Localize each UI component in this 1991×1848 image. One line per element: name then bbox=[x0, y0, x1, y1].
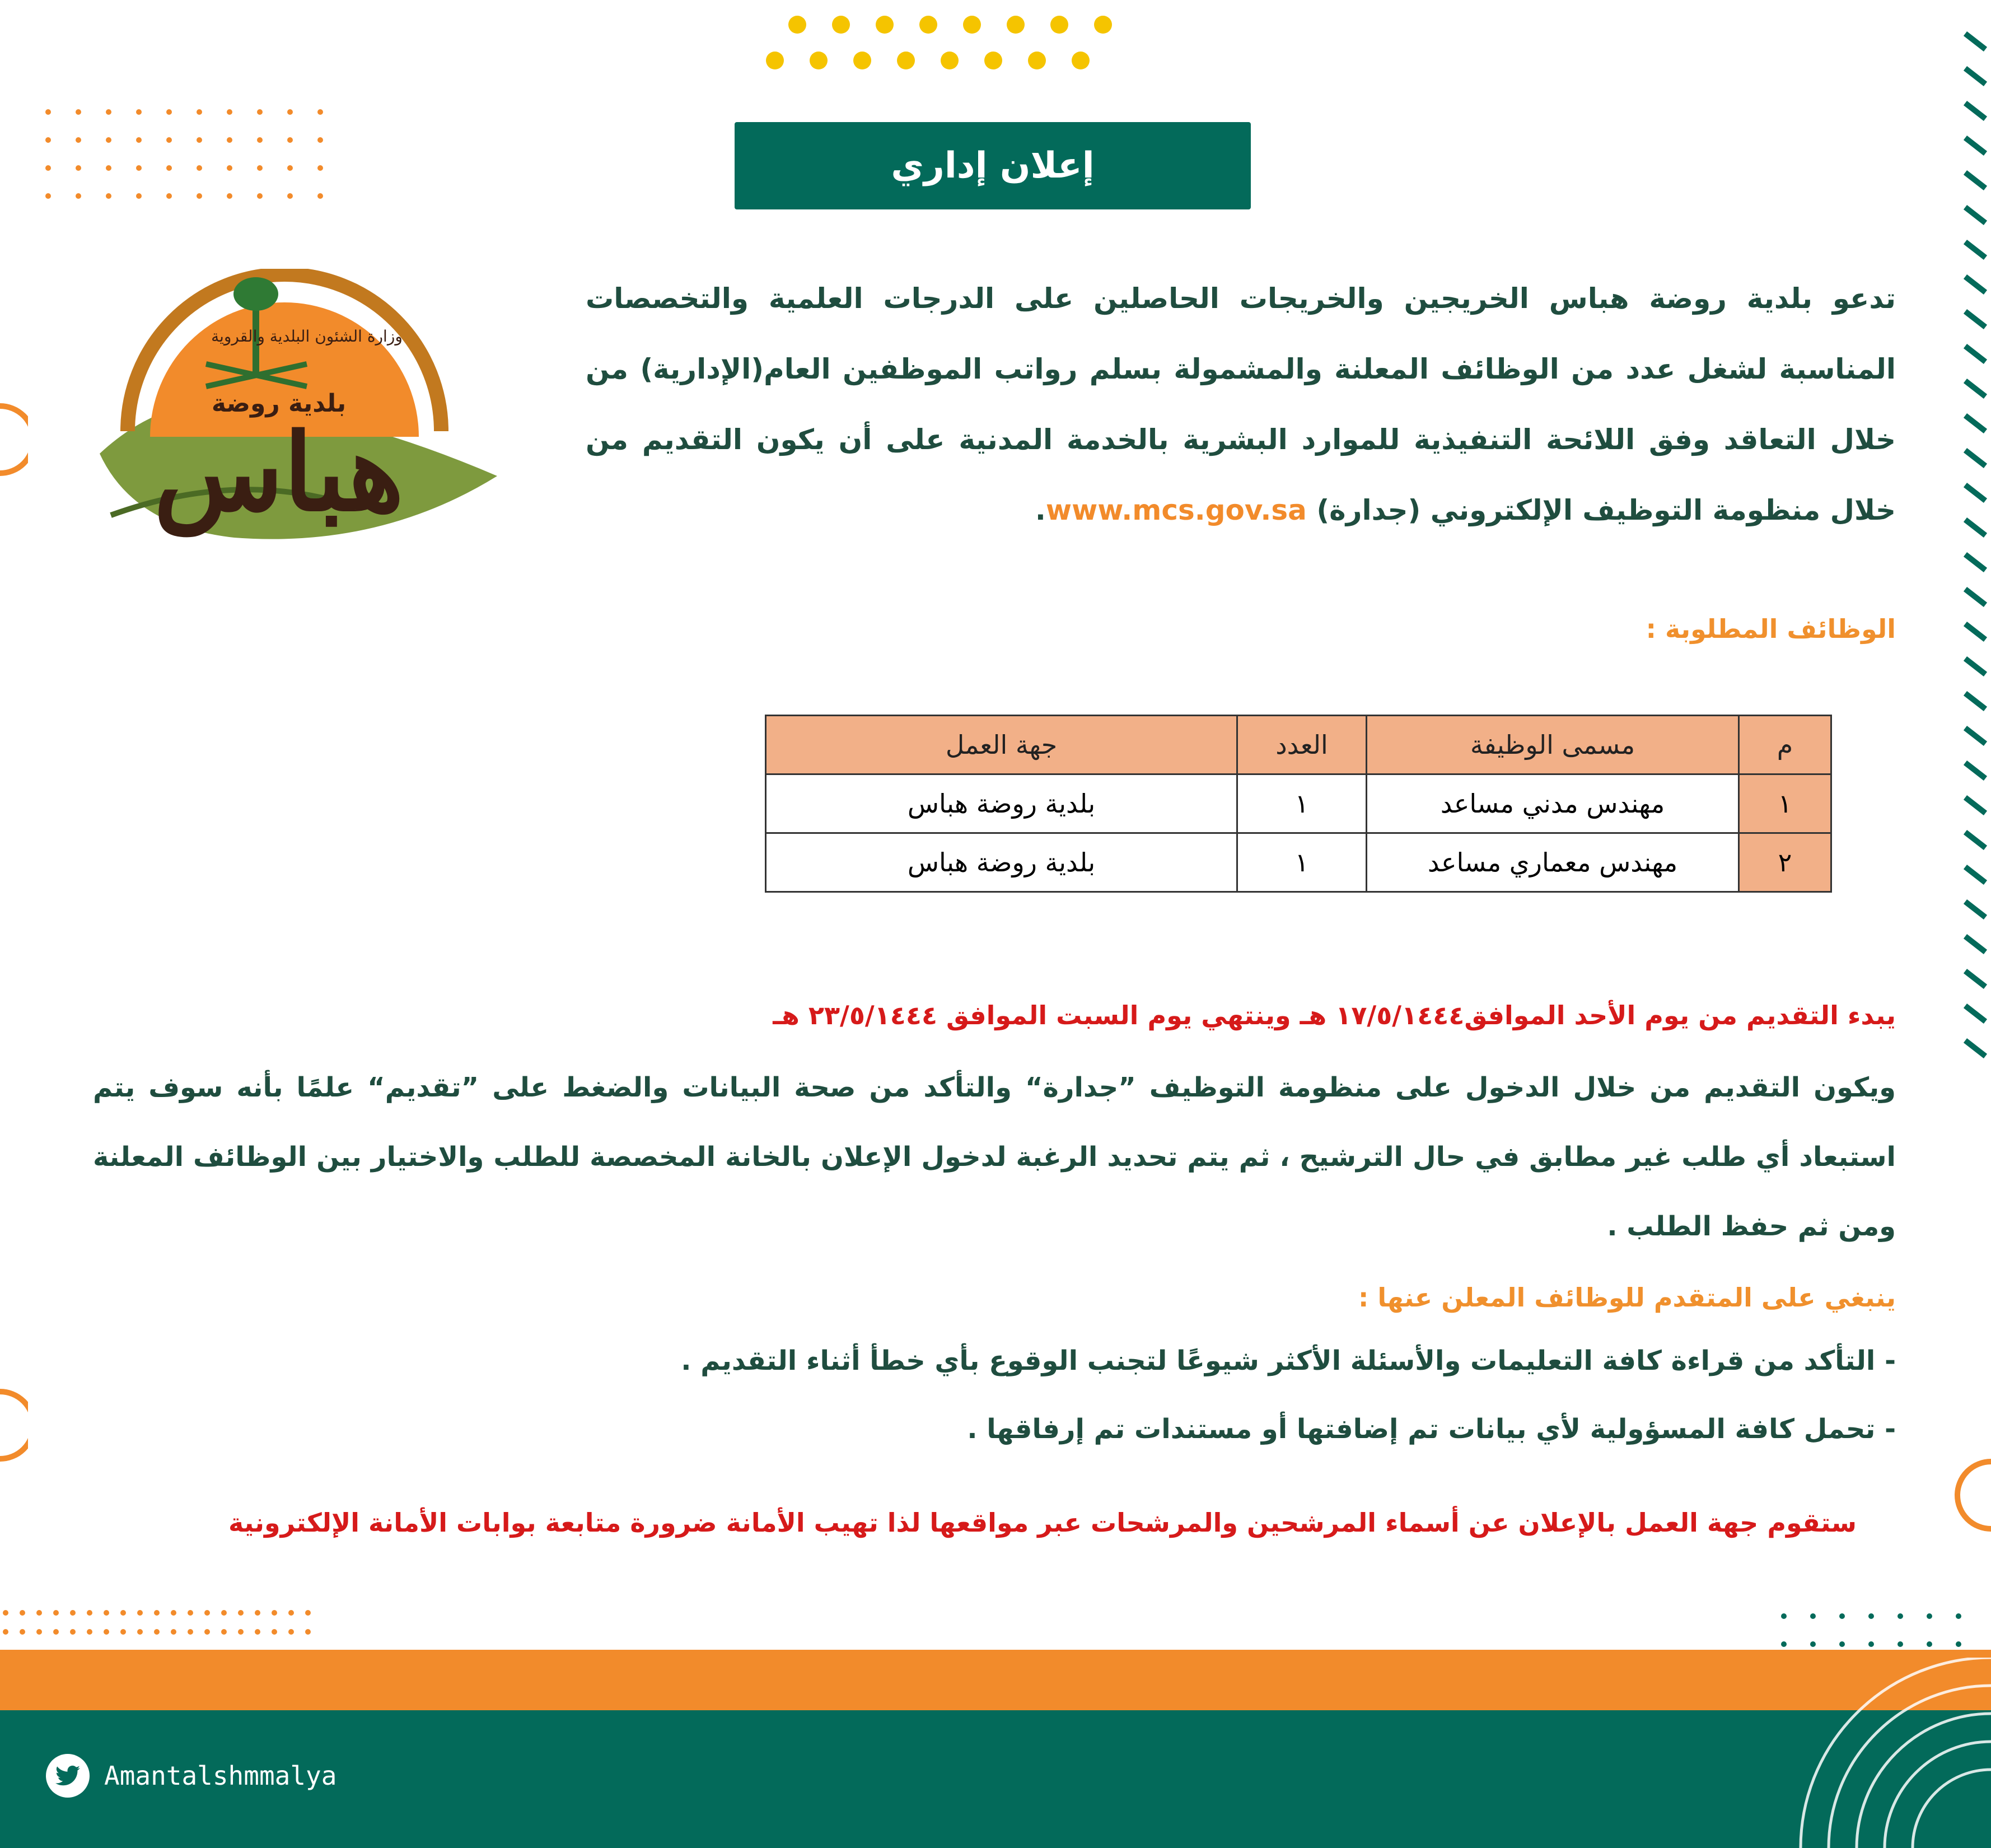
edge-slash bbox=[1965, 172, 1985, 188]
decor-dot bbox=[810, 52, 828, 69]
decor-dot bbox=[197, 109, 202, 115]
decor-dot bbox=[272, 1629, 277, 1635]
decor-dot bbox=[272, 1610, 277, 1616]
decor-dot bbox=[832, 16, 850, 34]
orange-ring-right bbox=[1952, 1453, 1991, 1537]
edge-slash bbox=[1965, 1006, 1985, 1021]
header-workplace: جهة العمل bbox=[766, 716, 1237, 774]
edge-slash bbox=[1965, 485, 1985, 501]
decor-dot bbox=[1072, 52, 1090, 69]
decor-dot bbox=[1839, 1613, 1845, 1619]
decor-dot bbox=[120, 1610, 126, 1616]
edge-slash bbox=[1965, 242, 1985, 258]
row-job-title: مهندس مدني مساعد bbox=[1367, 774, 1739, 833]
decor-dot bbox=[287, 193, 293, 199]
header-job-title: مسمى الوظيفة bbox=[1367, 716, 1739, 774]
decor-dot bbox=[171, 1629, 176, 1635]
decor-dot bbox=[317, 137, 323, 143]
decor-dot bbox=[45, 165, 51, 171]
edge-slash bbox=[1965, 346, 1985, 362]
decor-dot bbox=[3, 1629, 8, 1635]
twitter-handle[interactable] bbox=[46, 1754, 336, 1798]
requirement-item-1: - التأكد من قراءة كافة التعليمات والأسئلة الأكثر شيوعًا لتجنب الوقوع بأي خطأ أثناء التقديم . bbox=[681, 1345, 1896, 1376]
decor-dot bbox=[106, 193, 111, 199]
decor-dot bbox=[197, 137, 202, 143]
decor-dot bbox=[104, 1629, 109, 1635]
edge-slash bbox=[1965, 902, 1985, 917]
decor-dot bbox=[188, 1610, 193, 1616]
intro-paragraph bbox=[586, 263, 1896, 545]
decor-dot bbox=[853, 52, 871, 69]
decor-dot bbox=[1007, 16, 1025, 34]
decor-dot bbox=[255, 1610, 260, 1616]
decor-dot bbox=[36, 1610, 42, 1616]
decor-dot bbox=[1868, 1641, 1874, 1647]
decor-dot bbox=[106, 137, 111, 143]
decor-dot bbox=[287, 109, 293, 115]
decor-dot bbox=[238, 1610, 244, 1616]
decor-dot bbox=[136, 137, 142, 143]
requirements-label: ينبغي على المتقدم للوظائف المعلن عنها : bbox=[1358, 1282, 1896, 1313]
decor-dot bbox=[287, 137, 293, 143]
edge-slash bbox=[1965, 867, 1985, 883]
decor-dot bbox=[1927, 1641, 1932, 1647]
decor-dot bbox=[257, 109, 263, 115]
decor-dot bbox=[106, 109, 111, 115]
decor-dot bbox=[20, 1629, 25, 1635]
decor-dot bbox=[20, 1610, 25, 1616]
decor-dot bbox=[120, 1629, 126, 1635]
footer-arcs-decoration bbox=[1724, 1658, 1991, 1848]
decor-dot bbox=[154, 1610, 160, 1616]
decor-dot bbox=[204, 1629, 210, 1635]
edge-slash bbox=[1965, 797, 1985, 813]
decor-dot bbox=[257, 165, 263, 171]
edge-slash bbox=[1965, 832, 1985, 848]
decor-dot bbox=[1781, 1613, 1787, 1619]
decor-dot bbox=[76, 109, 81, 115]
decor-dot bbox=[166, 193, 172, 199]
decor-dot bbox=[136, 193, 142, 199]
decor-dot bbox=[53, 1629, 59, 1635]
logo-name: هباس bbox=[153, 410, 404, 535]
edge-slash bbox=[1965, 1040, 1985, 1056]
decor-dot bbox=[257, 137, 263, 143]
decor-dot bbox=[1956, 1641, 1961, 1647]
row-count: ١ bbox=[1237, 774, 1367, 833]
decor-dot bbox=[76, 193, 81, 199]
intro-end: . bbox=[1035, 494, 1046, 526]
edge-slash bbox=[1965, 103, 1985, 119]
decor-dot bbox=[45, 109, 51, 115]
decor-dot bbox=[227, 193, 232, 199]
edge-slash bbox=[1965, 34, 1985, 49]
decor-dot bbox=[876, 16, 894, 34]
decor-dot bbox=[227, 165, 232, 171]
twitter-icon bbox=[46, 1754, 90, 1798]
application-dates: يبدء التقديم من يوم الأحد الموافق١٧/٥/١٤٤٤ هـ وينتهي يوم السبت الموافق ٢٣/٥/١٤٤٤ هـ bbox=[773, 1000, 1896, 1030]
decor-dot bbox=[941, 52, 959, 69]
mcs-url[interactable]: www.mcs.gov.sa bbox=[1045, 494, 1307, 526]
decor-dot bbox=[104, 1610, 109, 1616]
decor-dot bbox=[70, 1610, 76, 1616]
orange-ring-left-bottom bbox=[0, 1383, 28, 1467]
decor-dot bbox=[197, 165, 202, 171]
edge-slash bbox=[1965, 277, 1985, 292]
edge-slash bbox=[1965, 450, 1985, 466]
decor-dot bbox=[305, 1629, 311, 1635]
intro-text: تدعو بلدية روضة هباس الخريجين والخريجات الحاصلين على الدرجات العلمية والتخصصات المناسبة لشغل عدد من الوظائف المعلنة والمشمولة بسلم رواتب الموظفين العام(الإدارية) من خلال التعاقد وفق اللائحة التنفيذية للموارد البشرية بالخدمة المدنية على أن يكون التقديم من خلال منظومة التوظيف الإلكتروني (جدارة) bbox=[586, 282, 1896, 526]
decor-dot bbox=[76, 137, 81, 143]
decor-dot bbox=[238, 1629, 244, 1635]
decor-dot bbox=[76, 165, 81, 171]
decor-dot bbox=[287, 165, 293, 171]
decor-dot bbox=[171, 1610, 176, 1616]
decor-dot bbox=[255, 1629, 260, 1635]
decor-dot bbox=[3, 1610, 8, 1616]
twitter-handle-text: Amantalshmmalya bbox=[104, 1761, 337, 1791]
edge-slash bbox=[1965, 936, 1985, 952]
decor-dot bbox=[221, 1610, 227, 1616]
row-count: ١ bbox=[1237, 833, 1367, 892]
decor-dot bbox=[154, 1629, 160, 1635]
decor-dot bbox=[45, 137, 51, 143]
edge-slash bbox=[1965, 763, 1985, 778]
decor-dot bbox=[317, 193, 323, 199]
decor-dot bbox=[188, 1629, 193, 1635]
decor-dot bbox=[317, 165, 323, 171]
edge-slash bbox=[1965, 971, 1985, 987]
notice-text: ستقوم جهة العمل بالإعلان عن أسماء المرشحين والمرشحات عبر مواقعها لذا تهيب الأمانة ضرورة متابعة بوابات الأمانة الإلكترونية bbox=[228, 1508, 1857, 1538]
decor-dot bbox=[963, 16, 981, 34]
table-row bbox=[766, 774, 1831, 833]
decor-dot bbox=[1810, 1613, 1816, 1619]
instructions-paragraph: ويكون التقديم من خلال الدخول على منظومة التوظيف ”جدارة“ والتأكد من صحة البيانات والضغط على ”تقديم“ علمًا بأنه سوف يتم استبعاد أي طلب غير مطابق في حال الترشيح ، ثم يتم تحديد الرغبة لدخول الإعلان بالخانة المخصصة للطلب والاختيار بين الوظائف المعلنة ومن ثم حفظ الطلب . bbox=[93, 1072, 1896, 1242]
decor-dot bbox=[919, 16, 937, 34]
decor-dot bbox=[1927, 1613, 1932, 1619]
decor-dot bbox=[1956, 1613, 1961, 1619]
table-row bbox=[766, 833, 1831, 892]
decor-dot bbox=[984, 52, 1002, 69]
row-workplace: بلدية روضة هباس bbox=[766, 833, 1237, 892]
decor-dot bbox=[136, 165, 142, 171]
decor-dot bbox=[1868, 1613, 1874, 1619]
decor-dot bbox=[1781, 1641, 1787, 1647]
decor-dot bbox=[1050, 16, 1068, 34]
requirement-item-2: - تحمل كافة المسؤولية لأي بيانات تم إضافتها أو مستندات تم إرفاقها . bbox=[967, 1413, 1896, 1445]
edge-slash bbox=[1965, 624, 1985, 640]
decor-dot bbox=[70, 1629, 76, 1635]
decor-dot bbox=[288, 1610, 294, 1616]
edge-slash bbox=[1965, 68, 1985, 84]
decor-dot bbox=[766, 52, 784, 69]
edge-slash bbox=[1965, 416, 1985, 431]
row-index: ١ bbox=[1739, 774, 1831, 833]
decor-dot bbox=[317, 109, 323, 115]
row-workplace: بلدية روضة هباس bbox=[766, 774, 1237, 833]
decor-dot bbox=[1810, 1641, 1816, 1647]
decor-dot bbox=[221, 1629, 227, 1635]
logo-ministry: وزارة الشئون البلدية والقروية bbox=[211, 327, 403, 346]
decor-dot bbox=[1094, 16, 1112, 34]
decor-dot bbox=[204, 1610, 210, 1616]
municipality-logo bbox=[66, 269, 497, 543]
decor-dot bbox=[36, 1629, 42, 1635]
decor-dot bbox=[137, 1629, 143, 1635]
row-job-title: مهندس معماري مساعد bbox=[1367, 833, 1739, 892]
decor-dot bbox=[227, 137, 232, 143]
table-header-row bbox=[766, 716, 1831, 774]
edge-slash bbox=[1965, 381, 1985, 396]
edge-slash bbox=[1965, 311, 1985, 327]
edge-slash bbox=[1965, 659, 1985, 674]
edge-slash bbox=[1965, 589, 1985, 605]
decor-dot bbox=[788, 16, 806, 34]
orange-ring-left-top bbox=[0, 398, 28, 482]
decor-dot bbox=[897, 52, 915, 69]
decor-dot bbox=[1028, 52, 1046, 69]
decor-dot bbox=[87, 1629, 92, 1635]
decor-dot bbox=[257, 193, 263, 199]
edge-slash bbox=[1965, 520, 1985, 535]
footer-orange-band bbox=[0, 1650, 1991, 1710]
jobs-label: الوظائف المطلوبة : bbox=[1646, 614, 1896, 644]
decor-dot bbox=[45, 193, 51, 199]
decor-dot bbox=[166, 109, 172, 115]
decor-dot bbox=[197, 193, 202, 199]
edge-slash bbox=[1965, 138, 1985, 153]
decor-dot bbox=[1897, 1641, 1903, 1647]
decor-dot bbox=[227, 109, 232, 115]
logo-subtitle: بلدية روضة bbox=[211, 389, 347, 418]
decor-dot bbox=[106, 165, 111, 171]
decor-dot bbox=[87, 1610, 92, 1616]
edge-slash bbox=[1965, 554, 1985, 570]
page-title: إعلان إداري bbox=[735, 122, 1251, 209]
decor-dot bbox=[288, 1629, 294, 1635]
decor-dot bbox=[136, 109, 142, 115]
decor-dot bbox=[305, 1610, 311, 1616]
edge-slash bbox=[1965, 693, 1985, 709]
jobs-table bbox=[765, 715, 1832, 893]
edge-slash bbox=[1965, 728, 1985, 744]
header-index: م bbox=[1739, 716, 1831, 774]
decor-dot bbox=[1839, 1641, 1845, 1647]
edge-slash bbox=[1965, 207, 1985, 223]
decor-dot bbox=[137, 1610, 143, 1616]
decor-dot bbox=[166, 137, 172, 143]
header-count: العدد bbox=[1237, 716, 1367, 774]
edge-slashes-decoration bbox=[1960, 22, 1991, 1064]
decor-dot bbox=[166, 165, 172, 171]
decor-dot bbox=[53, 1610, 59, 1616]
decor-dot bbox=[1897, 1613, 1903, 1619]
row-index: ٢ bbox=[1739, 833, 1831, 892]
